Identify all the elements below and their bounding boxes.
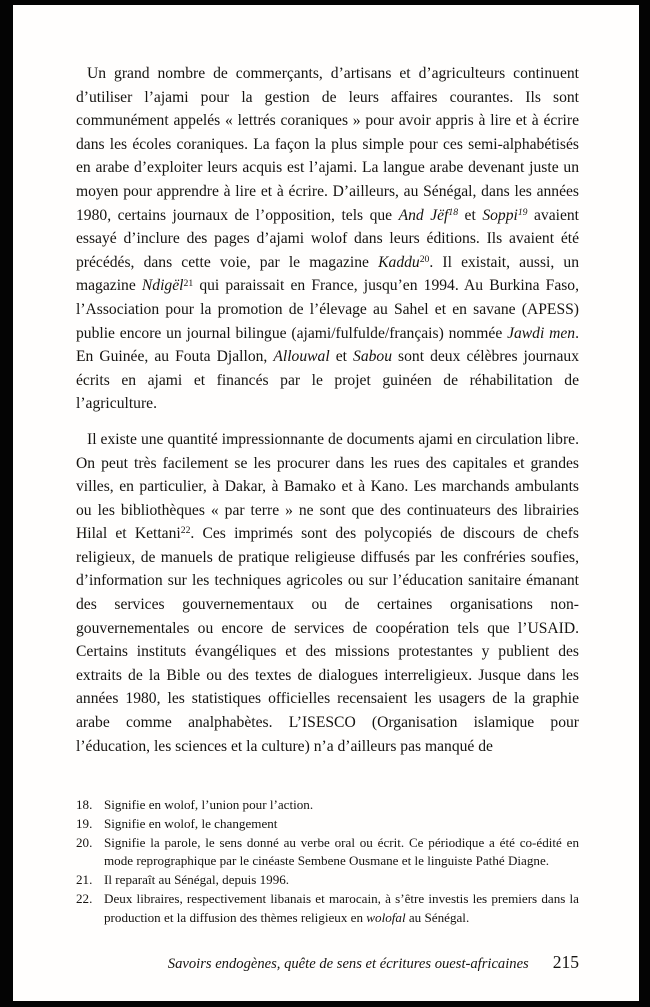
scan-border-top — [0, 0, 650, 5]
footnote-number: 20. — [76, 834, 93, 850]
body-paragraph-1: Un grand nombre de commerçants, d’artisans et d’agriculteurs continuent d’utiliser l’ajami pour la gestion de leurs affaires courantes. Ils sont communément appelés « lettrés coraniques » pour avoir appris à lire et à écrire dans les écoles coraniques. La façon la plus simple pour ces semi-alphabétisés en arabe d’exploiter leurs acquis est l’ajami. La langue arabe devenant juste un moyen pour apprendre à lire et à écrire. D’ailleurs, au Sénégal, dans les années 1980, certains journaux de l’opposition, tels que And Jëf$^{18}$ et Soppi$^{19}$ avaient essayé d’inclure des pages d’ajami wolof dans leurs éditions. Ils avaient été précédés, dans cette voie, par le magazine Kaddu$^{20}$. Il existait, aussi, un magazine Ndigël$^{21}$ qui paraissait en France, jusqu’en 1994. Au Burkina Faso, l’Association pour la promotion de l’élevage au Sahel et en savane (APESS) publie encore un journal bilingue (ajami/fulfulde/français) nommée Jawdi men. En Guinée, au Fouta Djallon, Allouwal et Sabou sont deux célèbres journaux écrits en ajami et financés par le projet guinéen de réhabilitation de l’agriculture. — [76, 65, 580, 413]
footnote-19 — [76, 815, 579, 834]
page-body — [76, 62, 579, 758]
footnote-number: 21. — [76, 872, 93, 888]
footnote-18 — [76, 796, 579, 815]
footnote-text: Signifie la parole, le sens donné au verbe oral ou écrit. Ce périodique a été co-édité en mode reprographique par le cinéaste Sembene Ousmane et le linguiste Pathé Diagne. — [104, 834, 579, 869]
footnote-22 — [76, 890, 579, 928]
page-number: 215 — [552, 952, 579, 972]
footnotes-section — [76, 796, 579, 928]
body-paragraph-2: Il existe une quantité impressionnante de documents ajami en circulation libre. On peut très facilement se les procurer dans les rues des capitales et grandes villes, en particulier, à Dakar, à Bamako et à Kano. Les marchands ambulants ou les bibliothèques « par terre » ne sont que des continuateurs des librairies Hilal et Kettani$^{22}$. Ces imprimés sont des polycopiés de discours de chefs religieux, de manuels de pratique religieuse diffusés par les confréries soufies, d’information sur les techniques agricoles ou sur l’éducation sanitaire émanant des services gouvernementaux ou de certaines organisations non-gouvernementales ou encore de services de coopération tels que l’USAID. Certains instituts évangéliques et des missions protestantes y publient des extraits de la Bible ou des textes de dialogues interreligieux. Jusque dans les années 1980, les statistiques officielles recensaient les usagers de la graphie arabe comme analphabètes. L’ISESCO (Organisation islamique pour l’éducation, les sciences et la culture) n’a d’ailleurs pas manqué de — [76, 430, 579, 755]
running-title: Savoirs endogènes, quête de sens et écritures ouest-africaines — [167, 956, 529, 972]
footnote-20 — [76, 834, 579, 872]
page-footer — [76, 952, 579, 973]
footnote-number: 18. — [76, 797, 93, 812]
footnote-text: Il reparaît au Sénégal, depuis 1996. — [104, 872, 290, 888]
scan-border-left — [0, 0, 13, 1007]
scan-border-bottom — [0, 1001, 650, 1007]
scan-border-right — [639, 0, 650, 1007]
footnote-text: Deux libraires, respectivement libanais et marocain, à s’être investis les premiers dans la production et la diffusion des thèmes religieux en wolofal au Sénégal. — [104, 890, 579, 925]
footnote-text: Signifie en wolof, le changement — [104, 815, 278, 831]
footnote-number: 19. — [76, 815, 93, 831]
footnote-text: Signifie en wolof, l’union pour l’action. — [104, 797, 314, 812]
footnote-21 — [76, 871, 579, 890]
footnote-number: 22. — [76, 890, 93, 906]
